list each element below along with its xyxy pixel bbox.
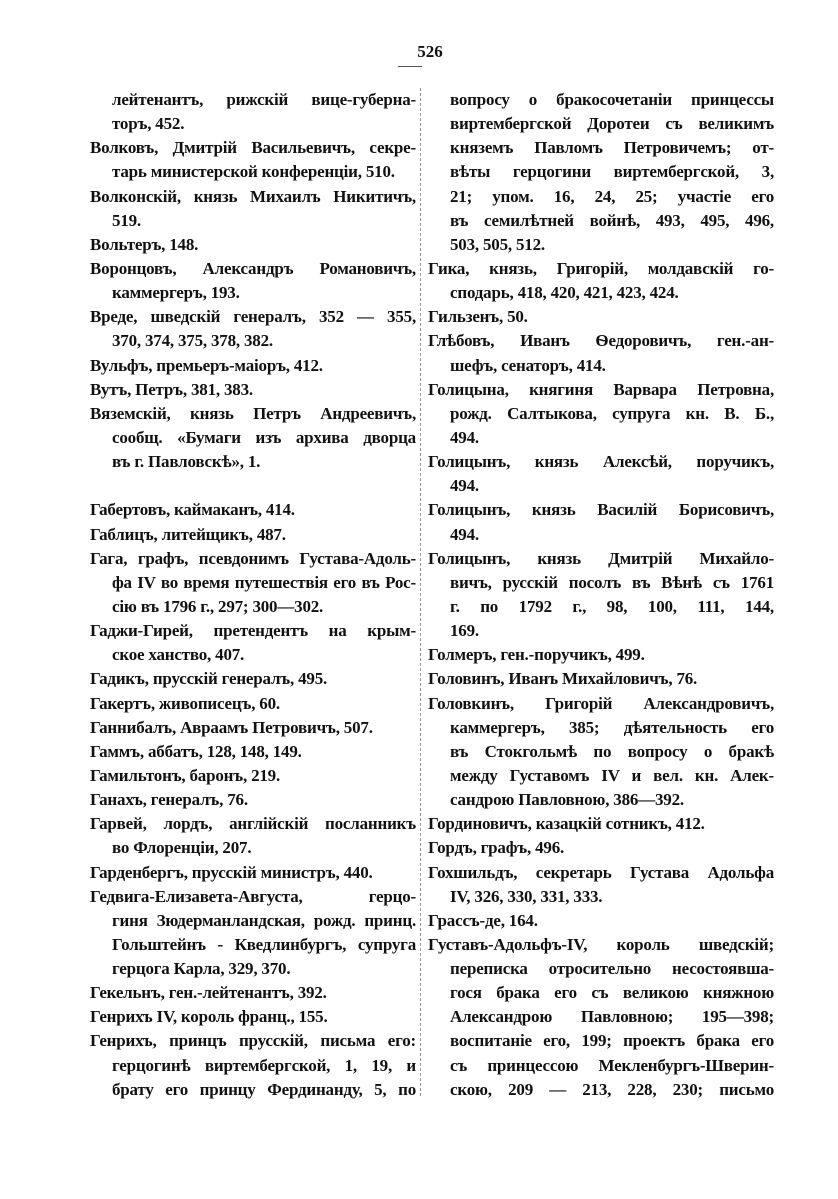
- entry-heading-line: Гедвига-Елизавета-Августа, герцо-: [90, 886, 416, 906]
- entry-heading-line: Гильзенъ, 50.: [428, 307, 528, 327]
- entry-heading-line: Гординовичъ, казацкій сотникъ, 412.: [428, 814, 705, 834]
- entry-continuation-line: княземъ Павломъ Петровичемъ; от-: [450, 138, 774, 158]
- entry-continuation-line: каммергеръ, 385; дѣятельность его: [450, 717, 774, 737]
- entry-heading-line: Гордъ, графъ, 496.: [428, 838, 565, 858]
- entry-heading-line: Голицынъ, князь Дмитрій Михайло-: [428, 548, 774, 568]
- entry-heading-line: Гарденбергъ, прусскій министръ, 440.: [90, 862, 373, 882]
- entry-continuation-line: гося брака его съ великою княжною: [450, 983, 774, 1003]
- entry-heading-line: Голицынъ, князь Василій Борисовичъ,: [428, 500, 774, 520]
- index-entry: [90, 692, 416, 716]
- entry-continuation-line: съ принцессою Мекленбургъ-Шверин-: [450, 1055, 774, 1075]
- index-entry: [90, 812, 416, 860]
- entry-continuation-line: IV, 326, 330, 331, 333.: [450, 886, 603, 906]
- index-entry: [90, 523, 416, 547]
- index-entry: [90, 547, 416, 619]
- entry-continuation-line: шефъ, сенаторъ, 414.: [450, 355, 606, 375]
- index-entry: [428, 643, 774, 667]
- index-entry: [428, 450, 774, 498]
- entry-continuation-line: каммергеръ, 193.: [112, 283, 240, 303]
- entry-continuation-line: 494.: [450, 524, 479, 544]
- entry-continuation-line: вѣты герцогини виртембергской, 3,: [450, 162, 774, 182]
- index-entry: [428, 257, 774, 305]
- entry-continuation-line: лейтенантъ, рижскій вице-губерна-: [112, 90, 416, 109]
- entry-heading-line: Вутъ, Петръ, 381, 383.: [90, 379, 253, 399]
- entry-continuation-line: 21; упом. 16, 24, 25; участіе его: [450, 186, 774, 206]
- entry-heading-line: Вяземскій, князь Петръ Андреевичъ,: [90, 403, 416, 423]
- index-column-left: [90, 88, 416, 1102]
- entry-continuation-line: 494.: [450, 476, 479, 496]
- index-entry: [428, 909, 774, 933]
- entry-continuation-line: вопросу о бракосочетаніи принцессы: [450, 90, 774, 109]
- entry-continuation-line: Александрою Павловною; 195—398;: [450, 1007, 774, 1027]
- index-entry: [428, 692, 774, 813]
- page-number-rule: [398, 66, 422, 67]
- entry-heading-line: Голицынъ, князь Алексѣй, поручикъ,: [428, 452, 774, 472]
- entry-heading-line: Гаммъ, аббатъ, 128, 148, 149.: [90, 741, 302, 761]
- index-entry: [90, 1005, 416, 1029]
- index-entry: [90, 1029, 416, 1101]
- entry-heading-line: Гамильтонъ, баронъ, 219.: [90, 765, 281, 785]
- entry-continuation-line: сандрою Павловною, 386—392.: [450, 790, 684, 810]
- index-entry: [90, 378, 416, 402]
- entry-heading-line: Гекельнъ, ген.-лейтенантъ, 392.: [90, 983, 327, 1003]
- entry-continuation-line: гиня Зюдерманландская, рожд. принц.: [112, 910, 416, 930]
- entry-continuation-line: г. по 1792 г., 98, 100, 111, 144,: [450, 596, 774, 616]
- entry-continuation-line: герцогинѣ виртембергской, 1, 19, и: [112, 1055, 416, 1075]
- index-entry: [428, 861, 774, 909]
- entry-continuation-line: Гольштейнъ - Кведлинбургъ, супруга: [112, 934, 416, 954]
- entry-continuation-line: 494.: [450, 427, 479, 447]
- entry-continuation-line: скою, 209 — 213, 228, 230; письмо: [450, 1079, 774, 1099]
- entry-continuation-line: виртембергской Доротеи съ великимъ: [450, 114, 774, 134]
- entry-heading-line: Вульфъ, премьеръ-маіоръ, 412.: [90, 355, 323, 375]
- index-entry: [90, 861, 416, 885]
- entry-heading-line: Гакертъ, живописецъ, 60.: [90, 693, 280, 713]
- index-entry: [90, 764, 416, 788]
- entry-continuation-line: между Густавомъ IV и вел. кн. Алек-: [450, 765, 774, 785]
- entry-heading-line: Гохшильдъ, секретарь Густава Адольфа: [428, 862, 774, 882]
- entry-heading-line: Головкинъ, Григорій Александровичъ,: [428, 693, 774, 713]
- index-entry: [428, 329, 774, 377]
- entry-heading-line: Гага, графъ, псевдонимъ Густава-Адоль-: [90, 548, 416, 568]
- entry-continuation-line: рожд. Салтыкова, супруга кн. В. Б.,: [450, 403, 774, 423]
- entry-continuation-line: въ семилѣтней войнѣ, 493, 495, 496,: [450, 210, 774, 230]
- index-entry: [428, 667, 774, 691]
- index-entry: [90, 257, 416, 305]
- entry-heading-line: Генрихъ, принцъ прусскій, письма его:: [90, 1031, 416, 1051]
- entry-heading-line: Гадикъ, прусскій генералъ, 495.: [90, 669, 328, 689]
- index-entry: [90, 716, 416, 740]
- entry-heading-line: Голмеръ, ген.-поручикъ, 499.: [428, 645, 645, 665]
- index-entry: [90, 233, 416, 257]
- entry-continuation-line: герцога Карла, 329, 370.: [112, 959, 291, 979]
- entry-heading-line: Воронцовъ, Александръ Романовичъ,: [90, 258, 416, 278]
- entry-continuation-line: сподарь, 418, 420, 421, 423, 424.: [450, 283, 679, 303]
- entry-continuation-line: сообщ. «Бумаги изъ архива дворца: [112, 427, 416, 447]
- section-gap: [90, 474, 416, 498]
- index-entry: [90, 619, 416, 667]
- page-number: 526: [417, 42, 443, 61]
- entry-heading-line: Габертовъ, каймаканъ, 414.: [90, 500, 295, 520]
- entry-continuation-line: во Флоренціи, 207.: [112, 838, 252, 858]
- index-entry: [90, 788, 416, 812]
- entry-heading-line: Густавъ-Адольфъ-IV, король шведскій;: [428, 934, 774, 954]
- entry-continuation-line: въ Стокгольмѣ по вопросу о бракѣ: [450, 741, 774, 761]
- index-entry: [90, 740, 416, 764]
- entry-continuation-line: 370, 374, 375, 378, 382.: [112, 331, 273, 351]
- index-entry: [90, 354, 416, 378]
- index-entry: [428, 305, 774, 329]
- entry-heading-line: Гаджи-Гирей, претендентъ на крым-: [90, 621, 416, 641]
- entry-heading-line: Гарвей, лордъ, англійскій посланникъ: [90, 814, 416, 834]
- entry-continuation-line: тарь министерской конференціи, 510.: [112, 162, 395, 182]
- index-entry: [428, 88, 774, 257]
- entry-continuation-line: 169.: [450, 621, 479, 641]
- index-column-right: [428, 88, 774, 1102]
- index-entry: [90, 136, 416, 184]
- index-entry: [90, 667, 416, 691]
- entry-heading-line: Грассъ-де, 164.: [428, 910, 538, 930]
- entry-heading-line: Вольтеръ, 148.: [90, 234, 199, 254]
- entry-heading-line: Голицына, княгиня Варвара Петровна,: [428, 379, 774, 399]
- index-entry: [90, 185, 416, 233]
- entry-heading-line: Волконскій, князь Михаилъ Никитичъ,: [90, 186, 416, 206]
- entry-continuation-line: въ г. Павловскѣ», 1.: [112, 452, 261, 472]
- entry-continuation-line: вичъ, русскій посолъ въ Вѣнѣ съ 1761: [450, 572, 774, 592]
- entry-continuation-line: 503, 505, 512.: [450, 234, 545, 254]
- index-entry: [428, 933, 774, 1102]
- index-entry: [90, 885, 416, 982]
- entry-heading-line: Генрихъ IV, король франц., 155.: [90, 1007, 328, 1027]
- entry-continuation-line: торъ, 452.: [112, 114, 185, 134]
- index-entry: [90, 981, 416, 1005]
- entry-continuation-line: брату его принцу Фердинанду, 5, по: [112, 1079, 416, 1099]
- index-entry: [428, 547, 774, 644]
- entry-heading-line: Гика, князь, Григорій, молдавскій го-: [428, 258, 774, 278]
- index-entry: [428, 812, 774, 836]
- column-divider: [420, 88, 421, 1096]
- index-entry: [428, 498, 774, 546]
- entry-heading-line: Ганнибалъ, Авраамъ Петровичъ, 507.: [90, 717, 373, 737]
- entry-heading-line: Головинъ, Иванъ Михайловичъ, 76.: [428, 669, 698, 689]
- index-entry: [428, 836, 774, 860]
- index-entry: [90, 305, 416, 353]
- entry-heading-line: Ганахъ, генералъ, 76.: [90, 790, 248, 810]
- entry-heading-line: Габлицъ, литейщикъ, 487.: [90, 524, 286, 544]
- entry-continuation-line: ское ханство, 407.: [112, 645, 245, 665]
- index-entry: [90, 402, 416, 474]
- entry-heading-line: Вреде, шведскій генералъ, 352 — 355,: [90, 307, 416, 327]
- entry-continuation-line: 519.: [112, 210, 141, 230]
- index-entry: [90, 88, 416, 136]
- entry-heading-line: Волковъ, Дмитрій Васильевичъ, секре-: [90, 138, 416, 158]
- entry-heading-line: Глѣбовъ, Иванъ Ѳедоровичъ, ген.-ан-: [428, 331, 774, 351]
- index-entry: [428, 378, 774, 450]
- entry-continuation-line: воспитаніе его, 199; проектъ брака его: [450, 1031, 774, 1051]
- entry-heading-line: [90, 474, 416, 498]
- entry-continuation-line: сію въ 1796 г., 297; 300—302.: [112, 596, 324, 616]
- entry-continuation-line: фа IV во время путешествія его въ Рос-: [112, 572, 416, 592]
- entry-continuation-line: переписка отросительно несостоявша-: [450, 959, 774, 979]
- index-entry: [90, 498, 416, 522]
